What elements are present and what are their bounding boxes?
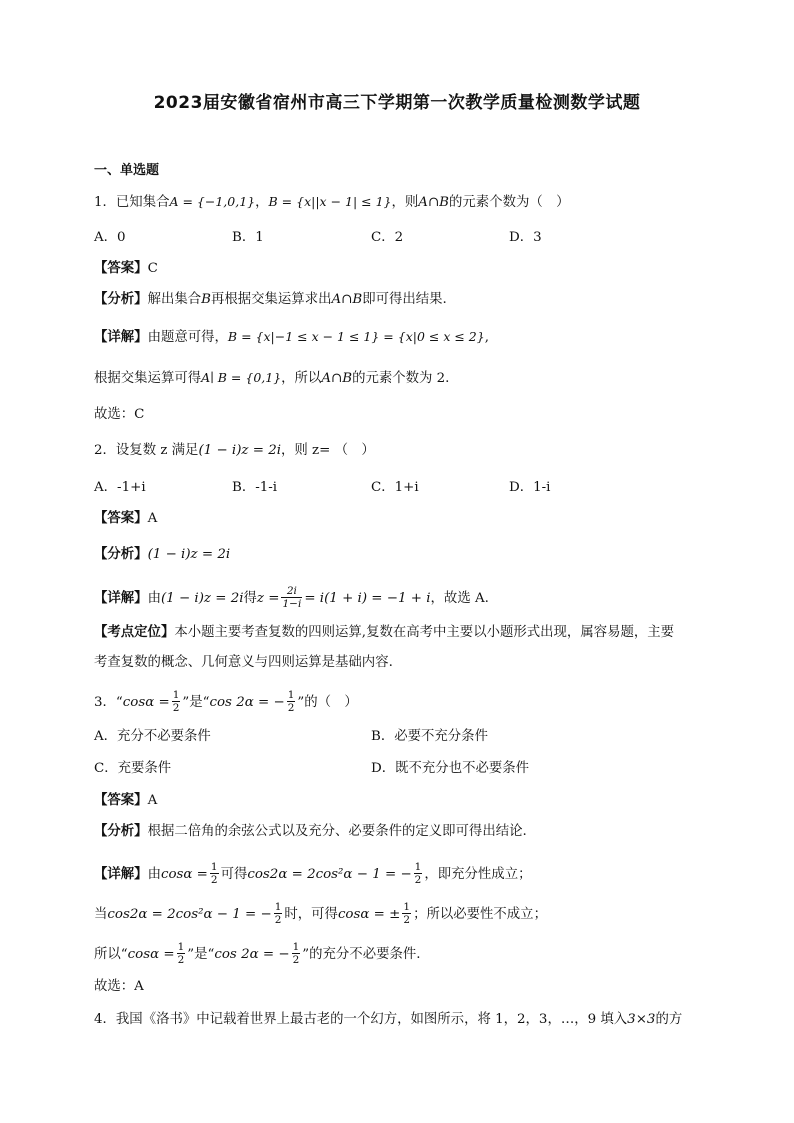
q2-option-a: A．-1+i (94, 480, 146, 495)
q1-set-b: B = {x||x − 1| ≤ 1} (268, 194, 392, 209)
fraction: $\frac{2i}{1-i}$ (282, 585, 302, 610)
q1-set-a: A = {−1,0,1} (169, 194, 256, 209)
fraction: $\frac{1}{2}$ (403, 901, 411, 926)
q3-option-c: C．充要条件 (94, 761, 172, 776)
q3-detail-line3: 所以“cosα = $\frac{1}{2}$ ”是“cos 2α = − $\frac{1}{2}$ ”的充分不必要条件. (94, 941, 421, 966)
q1-answer: 【答案】C (94, 261, 158, 276)
fraction: $\frac{1}{2}$ (177, 941, 185, 966)
q2-point-line2: 考查复数的概念、几何意义与四则运算是基础内容. (94, 655, 393, 670)
q3-detail-line2: 当cos2α = 2cos²α − 1 = − $\frac{1}{2}$ 时，可得cosα = ± $\frac{1}{2}$ ；所以必要性不成立； (94, 901, 547, 926)
q4-stem: 4．我国《洛书》中记载着世界上最古老的一个幻方，如图所示，将 1，2，3，…，9 填入3×3的方 (94, 1012, 683, 1027)
q2-answer: 【答案】A (94, 511, 158, 526)
q1-detail: 【详解】由题意可得，B = {x|−1 ≤ x − 1 ≤ 1} = {x|0 ≤ x ≤ 2}, (94, 329, 489, 345)
q2-detail: 【详解】由(1 − i)z = 2i得z = $\frac{2i}{1-i}$ = i(1 + i) = −1 + i，故选 A. (94, 585, 489, 610)
q3-stem: 3．“cosα = $\frac{1}{2}$ ”是“cos 2α = − $\frac{1}{2}$ ”的（ ） (94, 689, 358, 714)
q2-option-d: D．1-i (509, 480, 551, 495)
q1-stem: 1．已知集合A = {−1,0,1}，B = {x||x − 1| ≤ 1}，则A∩B的元素个数为（ ） (94, 194, 570, 210)
q1-option-d: D．3 (509, 230, 542, 245)
q1-option-b: B．1 (232, 230, 264, 245)
q2-option-b: B．-1-i (232, 480, 278, 495)
section-heading: 一、单选题 (94, 163, 160, 178)
q1-option-c: C．2 (371, 230, 404, 245)
q1-conclusion: 故选：C (94, 407, 145, 422)
q3-option-b: B．必要不充分条件 (371, 729, 488, 744)
q2-stem: 2．设复数 z 满足(1 − i)z = 2i，则 z= （ ） (94, 443, 375, 458)
q3-answer: 【答案】A (94, 793, 158, 808)
q2-analysis: 【分析】(1 − i)z = 2i (94, 547, 231, 562)
q1-option-a: A．0 (94, 230, 126, 245)
fraction: $\frac{1}{2}$ (414, 861, 422, 886)
q3-detail: 【详解】由cosα = $\frac{1}{2}$ 可得cos2α = 2cos²α − 1 = − $\frac{1}{2}$ ，即充分性成立； (94, 861, 532, 886)
q3-conclusion: 故选：A (94, 979, 144, 994)
fraction: $\frac{1}{2}$ (287, 689, 295, 714)
fraction: $\frac{1}{2}$ (292, 941, 300, 966)
fraction: $\frac{1}{2}$ (210, 861, 218, 886)
q1-analysis: 【分析】解出集合B再根据交集运算求出A∩B即可得出结果. (94, 292, 447, 307)
fraction: $\frac{1}{2}$ (172, 689, 180, 714)
q3-analysis: 【分析】根据二倍角的余弦公式以及充分、必要条件的定义即可得出结论. (94, 824, 527, 839)
q3-option-a: A．充分不必要条件 (94, 729, 211, 744)
q2-point: 【考点定位】本小题主要考查复数的四则运算,复数在高考中主要以小题形式出现，属容易题，主要 (94, 625, 675, 640)
q2-option-c: C．1+i (371, 480, 419, 495)
fraction: $\frac{1}{2}$ (274, 901, 282, 926)
page-title: 2023届安徽省宿州市高三下学期第一次教学质量检测数学试题 (153, 93, 641, 113)
q3-option-d: D．既不充分也不必要条件 (371, 761, 530, 776)
q1-detail-line2: 根据交集运算可得A∣ B = {0,1}，所以A∩B的元素个数为 2. (94, 370, 450, 386)
